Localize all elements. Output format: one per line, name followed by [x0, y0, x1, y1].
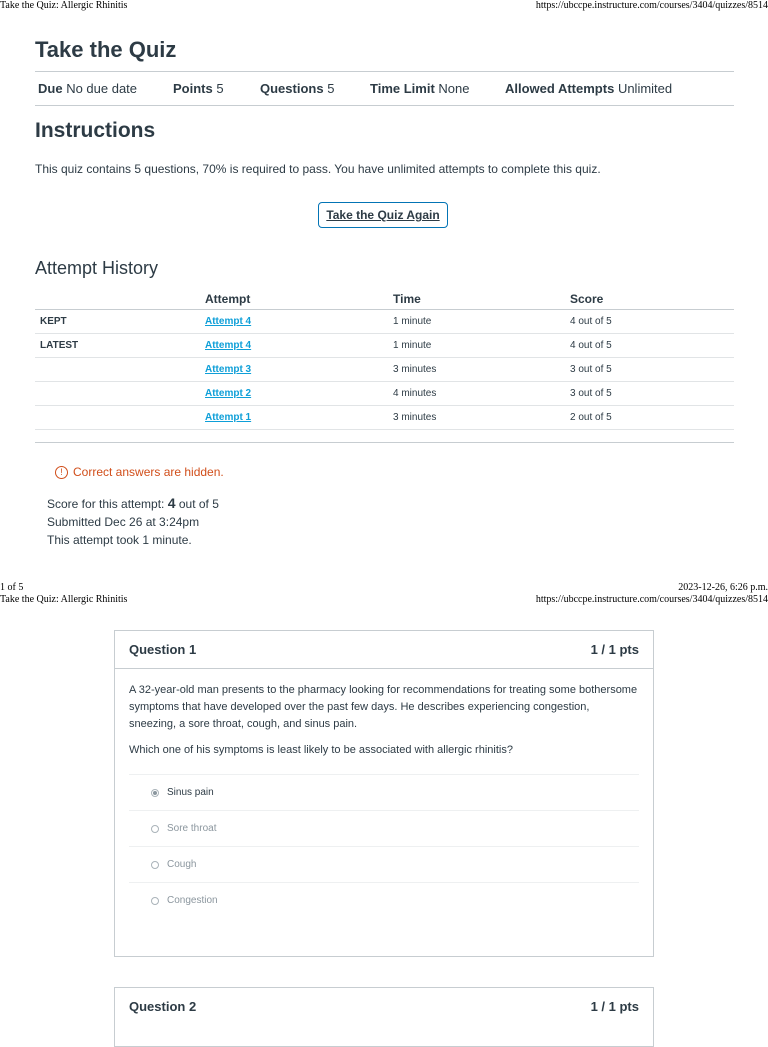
answers-hidden-notice: [55, 465, 224, 479]
question-title: Question 2: [129, 999, 197, 1014]
radio-icon: [151, 825, 159, 833]
attempt-score: 2 out of 5: [570, 406, 734, 430]
attempt-link[interactable]: Attempt 1: [205, 412, 252, 423]
attempt-summary: [47, 494, 219, 549]
question-title: Question 1: [129, 642, 197, 657]
attempt-tag: [35, 406, 205, 430]
question-text: [115, 669, 653, 759]
question-points: 1 / 1 pts: [590, 642, 639, 657]
col-header-tag: [35, 289, 205, 310]
answer-option[interactable]: Sore throat: [129, 810, 639, 846]
submitted-line: Submitted Dec 26 at 3:24pm: [47, 515, 200, 529]
attempt-link[interactable]: Attempt 2: [205, 388, 252, 399]
col-header-attempt: Attempt: [205, 289, 393, 310]
answer-option[interactable]: Cough: [129, 846, 639, 882]
col-header-time: Time: [393, 289, 570, 310]
radio-icon: [151, 861, 159, 869]
answer-option[interactable]: Sinus pain: [129, 774, 639, 810]
take-quiz-again-button[interactable]: Take the Quiz Again: [318, 202, 448, 228]
print-header-title: Take the Quiz: Allergic Rhinitis: [0, 0, 128, 11]
question-card: [114, 630, 654, 957]
quiz-meta-bar: [35, 71, 734, 106]
divider: [35, 442, 734, 443]
meta-points: Points 5: [173, 81, 224, 96]
attempt-score: 3 out of 5: [570, 382, 734, 406]
attempt-tag: [35, 358, 205, 382]
print-header-title: Take the Quiz: Allergic Rhinitis: [0, 594, 128, 605]
radio-selected-icon: [151, 789, 159, 797]
instructions-text: This quiz contains 5 questions, 70% is required to pass. You have unlimited attempts to complete this quiz.: [35, 162, 601, 176]
question-paragraph: A 32-year-old man presents to the pharmacy looking for recommendations for treating some bothersome symptoms that have developed over the past few days. He describes experiencing congestion, sneezing, a sore throat, cough, and sinus pain.: [129, 684, 638, 730]
attempt-history-heading: Attempt History: [35, 258, 159, 278]
attempt-time: 4 minutes: [393, 382, 570, 406]
attempt-time: 1 minute: [393, 310, 570, 334]
attempt-time: 3 minutes: [393, 406, 570, 430]
radio-icon: [151, 897, 159, 905]
attempt-tag: LATEST: [35, 334, 205, 358]
attempt-time: 1 minute: [393, 334, 570, 358]
attempt-time: 3 minutes: [393, 358, 570, 382]
attempt-score: 4 out of 5: [570, 334, 734, 358]
print-footer-page: 1 of 5: [0, 582, 24, 593]
duration-line: This attempt took 1 minute.: [47, 533, 192, 547]
question-header: [115, 988, 653, 1025]
question-header: [115, 631, 653, 669]
attempt-history-table: [35, 289, 734, 430]
attempt-score-value: 4: [167, 495, 176, 511]
question-paragraph: Which one of his symptoms is least likely to be associated with allergic rhinitis?: [129, 744, 513, 756]
attempt-score: 3 out of 5: [570, 358, 734, 382]
page-title: Take the Quiz: [35, 37, 177, 62]
meta-time-limit: Time Limit None: [370, 81, 470, 96]
question-points: 1 / 1 pts: [590, 999, 639, 1014]
meta-allowed-attempts: Allowed Attempts Unlimited: [505, 81, 673, 96]
table-row: [35, 358, 734, 382]
table-row: [35, 406, 734, 430]
table-header-row: [35, 289, 734, 310]
meta-due: Due No due date: [38, 81, 138, 96]
answer-option[interactable]: Congestion: [129, 882, 639, 918]
print-header-url: https://ubccpe.instructure.com/courses/3404/quizzes/8514: [535, 594, 768, 605]
attempt-link[interactable]: Attempt 4: [205, 340, 252, 351]
table-row: [35, 382, 734, 406]
attempt-tag: [35, 382, 205, 406]
instructions-heading: Instructions: [35, 119, 156, 142]
attempt-score-line: Score for this attempt: 4 out of 5: [47, 495, 219, 511]
warning-icon: !: [55, 466, 68, 479]
print-footer-datetime: 2023-12-26, 6:26 p.m.: [678, 582, 768, 593]
table-row: [35, 334, 734, 358]
answer-list: [129, 774, 639, 918]
attempt-score: 4 out of 5: [570, 310, 734, 334]
attempt-link[interactable]: Attempt 3: [205, 364, 252, 375]
notice-text: Correct answers are hidden.: [73, 465, 224, 479]
question-card: [114, 987, 654, 1047]
print-header-url: https://ubccpe.instructure.com/courses/3404/quizzes/8514: [535, 0, 768, 11]
table-row: [35, 310, 734, 334]
attempt-link[interactable]: Attempt 4: [205, 316, 252, 327]
meta-questions: Questions 5: [260, 81, 335, 96]
col-header-score: Score: [570, 289, 734, 310]
attempt-tag: KEPT: [35, 310, 205, 334]
